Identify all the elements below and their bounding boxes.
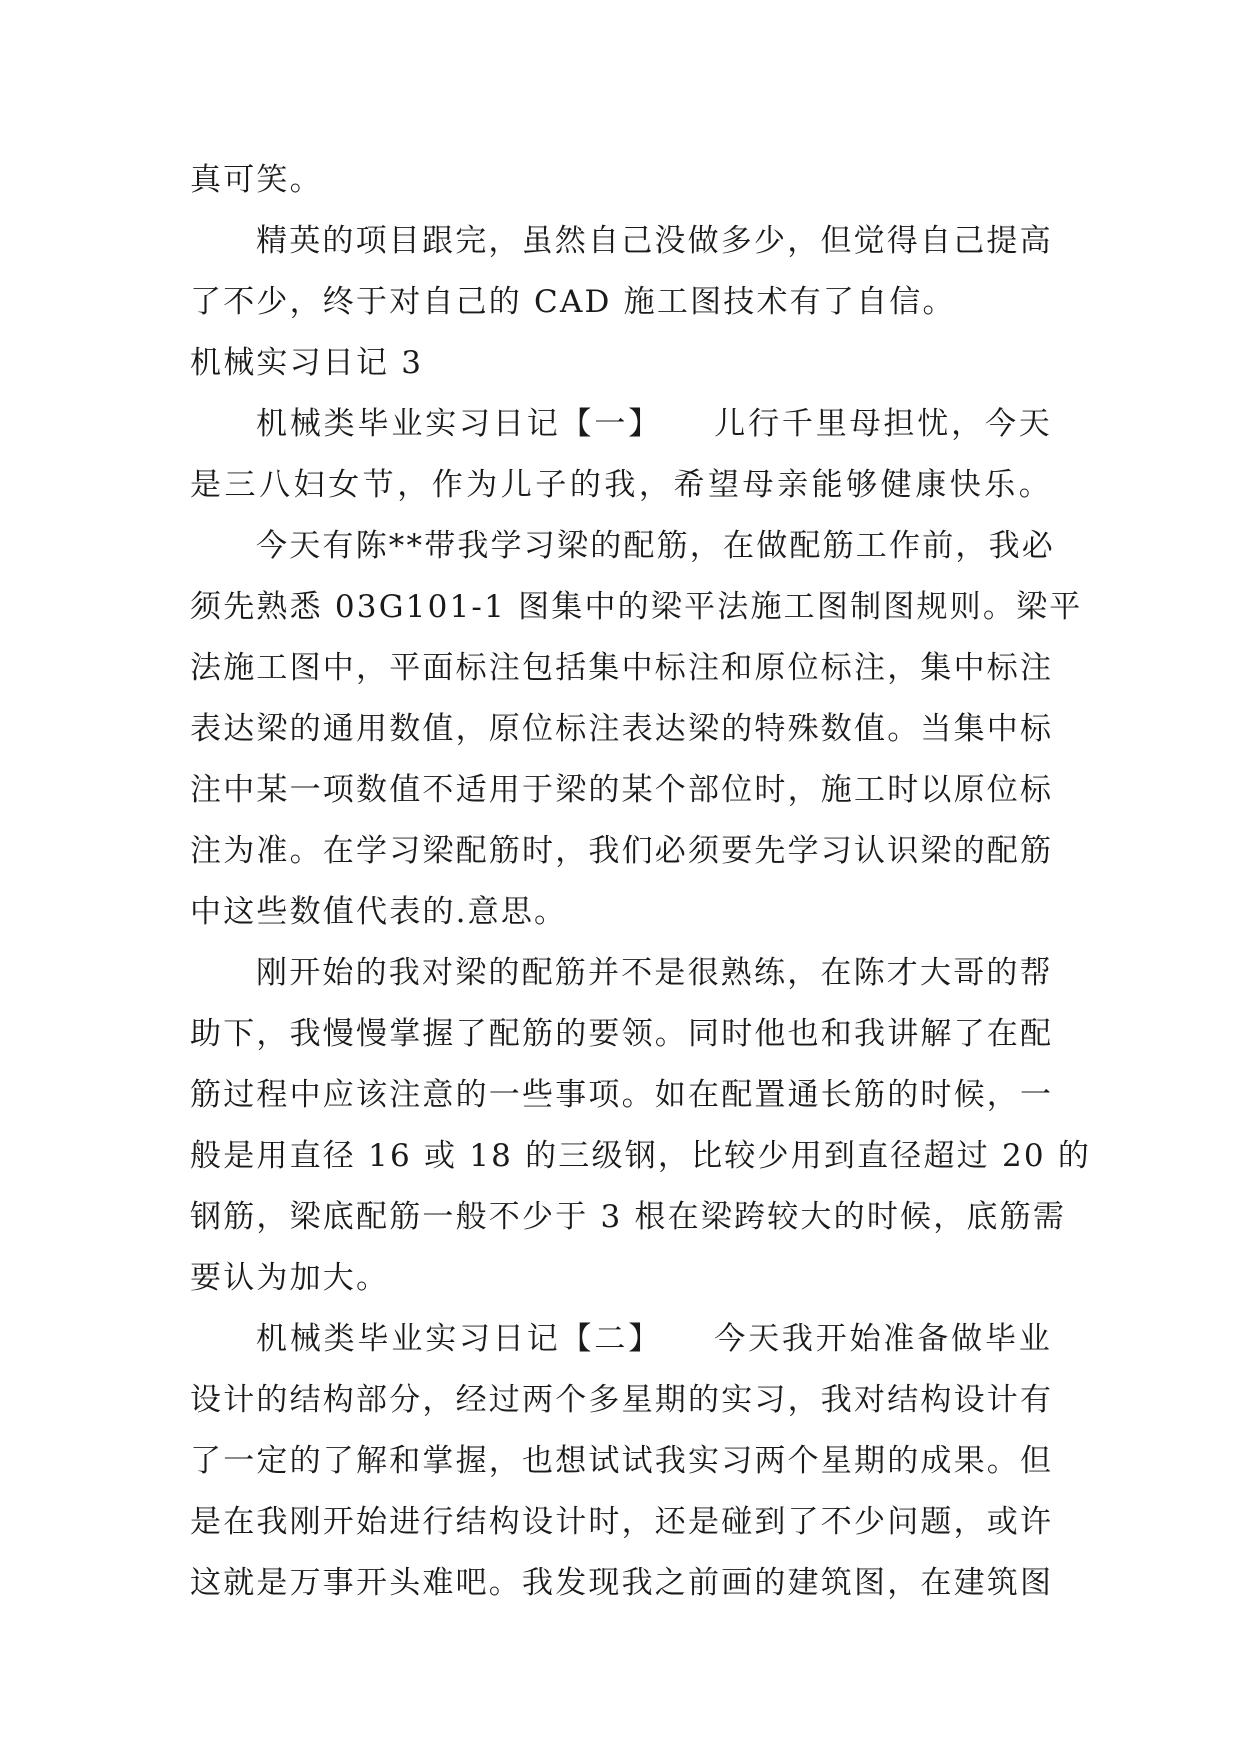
paragraph-first-line: 精英的项目跟完，虽然自己没做多少，但觉得自己提高 <box>256 223 1053 259</box>
document-body <box>190 150 1092 1614</box>
text-line: 筋过程中应该注意的一些事项。如在配置通长筋的时候，一 <box>190 1077 1054 1113</box>
paragraph-first-line: 机械类毕业实习日记【二】 今天我开始准备做毕业 <box>256 1321 1052 1357</box>
text-line: 是在我刚开始进行结构设计时，还是碰到了不少问题，或许 <box>190 1504 1054 1540</box>
text-line: 助下，我慢慢掌握了配筋的要领。同时他也和我讲解了在配 <box>190 1016 1054 1052</box>
text-line: 法施工图中，平面标注包括集中标注和原位标注，集中标注 <box>190 650 1054 686</box>
paragraph-first-line: 机械类毕业实习日记【一】 儿行千里母担忧，今天 <box>256 406 1052 442</box>
text-line: 设计的结构部分，经过两个多星期的实习，我对结构设计有 <box>190 1382 1054 1418</box>
section-heading: 机械实习日记 3 <box>190 345 424 381</box>
text-line: 了不少，终于对自己的 CAD 施工图技术有了自信。 <box>190 284 956 320</box>
text-line: 真可笑。 <box>190 162 323 198</box>
paragraph-first-line: 今天有陈**带我学习梁的配筋，在做配筋工作前，我必 <box>256 528 1055 564</box>
text-line: 这就是万事开头难吧。我发现我之前画的建筑图，在建筑图 <box>190 1565 1054 1601</box>
text-line: 注为准。在学习梁配筋时，我们必须要先学习认识梁的配筋 <box>190 833 1054 869</box>
text-line: 注中某一项数值不适用于梁的某个部位时，施工时以原位标 <box>190 772 1054 808</box>
paragraph-first-line: 刚开始的我对梁的配筋并不是很熟练，在陈才大哥的帮 <box>256 955 1053 991</box>
text-line: 要认为加大。 <box>190 1260 390 1296</box>
text-line: 中这些数值代表的.意思。 <box>190 894 568 930</box>
text-line: 表达梁的通用数值，原位标注表达梁的特殊数值。当集中标 <box>190 711 1054 747</box>
text-line: 钢筋，梁底配筋一般不少于 3 根在梁跨较大的时候，底筋需 <box>190 1199 1067 1235</box>
text-line: 是三八妇女节，作为儿子的我，希望母亲能够健康快乐。 <box>190 467 1052 503</box>
text-line: 了一定的了解和掌握，也想试试我实习两个星期的成果。但 <box>190 1443 1054 1479</box>
text-line: 须先熟悉 03G101-1 图集中的梁平法施工图制图规则。梁平 <box>190 589 1083 625</box>
text-line: 般是用直径 16 或 18 的三级钢，比较少用到直径超过 20 的 <box>190 1138 1092 1174</box>
